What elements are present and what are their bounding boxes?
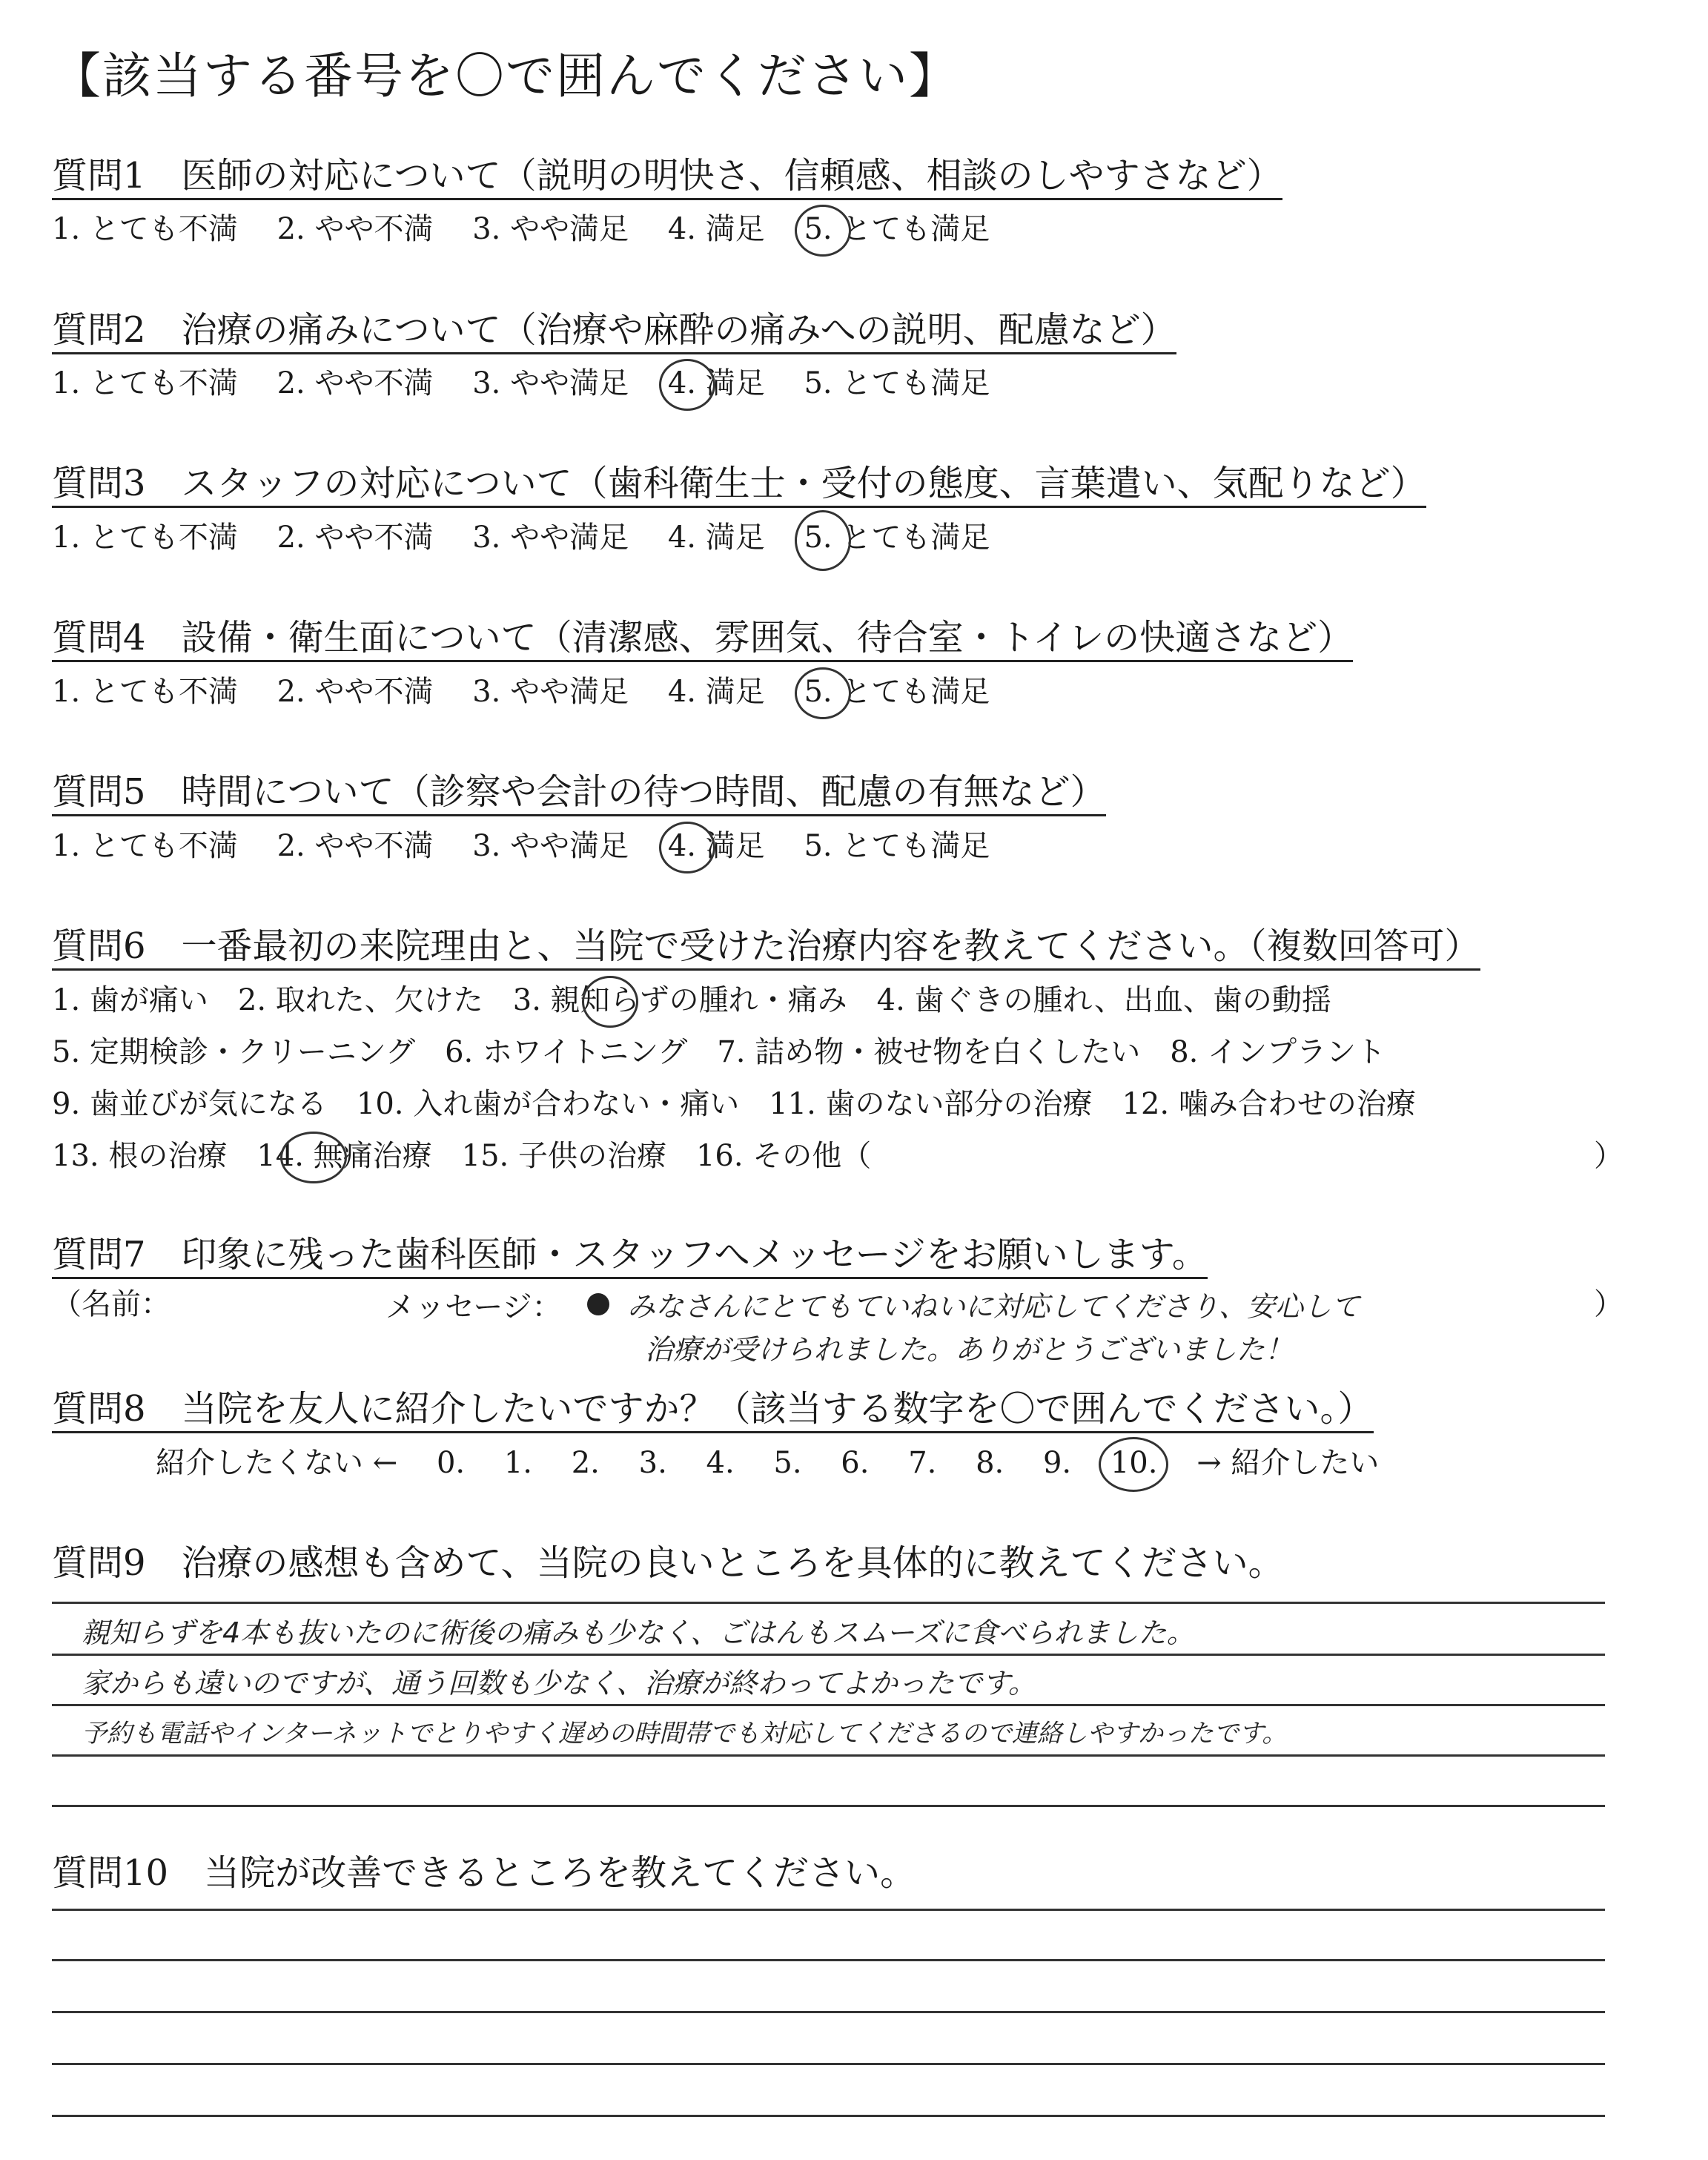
- question-2: [52, 306, 1176, 354]
- question-6: [52, 922, 1480, 970]
- question-5-options: [52, 826, 990, 866]
- question-5: [52, 768, 1106, 816]
- question-4-label: 質問4 設備・衛生面について（清潔感、雰囲気、待合室・トイレの快適さなど）: [52, 617, 1353, 662]
- q4-option-2[interactable]: 2. やや不満: [277, 675, 434, 709]
- q8-option-9[interactable]: 9.: [1042, 1446, 1072, 1480]
- q3-option-1[interactable]: 1. とても不満: [52, 521, 238, 555]
- q3-option-5[interactable]: 5. とても満足: [804, 518, 990, 558]
- q8-option-4[interactable]: 4.: [706, 1446, 735, 1480]
- q3-option-3[interactable]: 3. やや満足: [472, 521, 629, 555]
- question-6-label: 質問6 一番最初の来院理由と、当院で受けた治療内容を教えてください。（複数回答可）: [52, 925, 1480, 971]
- q2-option-5[interactable]: 5. とても満足: [804, 366, 990, 400]
- question-9: [52, 1539, 1284, 1587]
- q2-option-4[interactable]: 4. 満足: [668, 363, 765, 403]
- question-4-options: [52, 672, 990, 712]
- q10-line-rule: [52, 2011, 1605, 2013]
- q1-option-3[interactable]: 3. やや満足: [472, 212, 629, 246]
- q2-option-1[interactable]: 1. とても不満: [52, 366, 238, 400]
- answer-circle: [1099, 1437, 1168, 1492]
- q7-name-label: （名前：: [52, 1287, 171, 1321]
- q9-line-rule: [52, 1805, 1605, 1807]
- q8-option-7[interactable]: 7.: [908, 1446, 937, 1480]
- q9-answer-line-3: 予約も電話やインターネットでとりやすく遅めの時間帯でも対応してくださるので連絡しやすかったです。: [82, 1719, 1288, 1748]
- q9-answer-line-2: 家からも遠いのですが、通う回数も少なく、治療が終わってよかったです。: [82, 1667, 1036, 1700]
- q6-row-4-close: ）: [1594, 1139, 1623, 1173]
- q5-option-4[interactable]: 4. 満足: [668, 826, 765, 866]
- q8-option-0[interactable]: 0.: [436, 1446, 466, 1480]
- q5-option-5[interactable]: 5. とても満足: [804, 829, 990, 863]
- question-8-label: 質問8 当院を友人に紹介したいですか？（該当する数字を〇で囲んでください。）: [52, 1388, 1374, 1433]
- q2-option-3[interactable]: 3. やや満足: [472, 366, 629, 400]
- question-4: [52, 614, 1353, 661]
- question-9-label: 質問9 治療の感想も含めて、当院の良いところを具体的に教えてください。: [52, 1542, 1284, 1584]
- q4-option-3[interactable]: 3. やや満足: [472, 675, 629, 709]
- answer-circle-14: [280, 1132, 347, 1183]
- q8-left-label: 紹介したくない ←: [156, 1446, 398, 1480]
- q10-line-rule: [52, 1909, 1605, 1911]
- q9-line-rule: [52, 1654, 1605, 1656]
- q7-message-line-1: みなさんにとてもていねいに対応してくださり、安心して: [627, 1290, 1360, 1323]
- q8-option-10[interactable]: 10.: [1110, 1443, 1158, 1483]
- q1-option-5[interactable]: 5. とても満足: [804, 209, 990, 249]
- q8-option-3[interactable]: 3.: [638, 1446, 667, 1480]
- q9-answer-line-1: 親知らずを4本も抜いたのに術後の痛みも少なく、ごはんもスムーズに食べられました。: [82, 1616, 1195, 1649]
- q8-scale: [156, 1443, 1379, 1483]
- q5-option-1[interactable]: 1. とても不満: [52, 829, 238, 863]
- filled-bullet-icon: [587, 1293, 609, 1315]
- q1-option-2[interactable]: 2. やや不満: [277, 212, 434, 246]
- q2-option-2[interactable]: 2. やや不満: [277, 366, 434, 400]
- q5-option-2[interactable]: 2. やや不満: [277, 829, 434, 863]
- question-8: [52, 1385, 1374, 1433]
- q8-option-8[interactable]: 8.: [976, 1446, 1004, 1480]
- question-3: [52, 460, 1426, 507]
- question-2-options: [52, 363, 990, 403]
- question-5-label: 質問5 時間について（診察や会計の待つ時間、配慮の有無など）: [52, 771, 1106, 816]
- q9-line-rule: [52, 1704, 1605, 1706]
- question-10-label: 質問10 当院が改善できるところを教えてください。: [52, 1852, 916, 1894]
- q6-row-4[interactable]: 13. 根の治療 14. 無痛治療 15. 子供の治療 16. その他（: [52, 1139, 872, 1173]
- answer-circle-3: [582, 976, 638, 1028]
- q9-line-rule: [52, 1754, 1605, 1757]
- answer-circle: [795, 667, 851, 719]
- q6-row-2[interactable]: 5. 定期検診・クリーニング 6. ホワイトニング 7. 詰め物・被せ物を白くしたい 8. インプラント: [52, 1035, 1386, 1069]
- q3-option-4[interactable]: 4. 満足: [667, 521, 765, 555]
- page-title: 【該当する番号を〇で囲んでください】: [52, 47, 959, 105]
- q6-row-1[interactable]: 1. 歯が痛い 2. 取れた、欠けた 3. 親知らずの腫れ・痛み 4. 歯ぐきの腫れ、出血、歯の動揺: [52, 983, 1331, 1017]
- q8-right-label: → 紹介したい: [1196, 1446, 1380, 1480]
- q1-option-1[interactable]: 1. とても不満: [52, 212, 238, 246]
- q5-option-3[interactable]: 3. やや満足: [472, 829, 629, 863]
- question-7: [52, 1231, 1208, 1278]
- q7-close: ）: [1594, 1287, 1623, 1321]
- q10-line-rule: [52, 2115, 1605, 2117]
- q4-option-4[interactable]: 4. 満足: [667, 675, 765, 709]
- q4-option-5[interactable]: 5. とても満足: [804, 672, 990, 712]
- answer-circle: [795, 205, 851, 257]
- question-10: [52, 1849, 916, 1897]
- q7-message-line-2: 治療が受けられました。ありがとうございました！: [645, 1333, 1294, 1366]
- question-1-options: [52, 209, 990, 249]
- q3-option-2[interactable]: 2. やや不満: [277, 521, 434, 555]
- question-2-label: 質問2 治療の痛みについて（治療や麻酔の痛みへの説明、配慮など）: [52, 309, 1176, 354]
- q8-option-1[interactable]: 1.: [503, 1446, 533, 1480]
- question-3-options: [52, 518, 990, 558]
- question-3-label: 質問3 スタッフの対応について（歯科衛生士・受付の態度、言葉遣い、気配りなど）: [52, 463, 1426, 508]
- question-1: [52, 152, 1282, 199]
- q8-option-2[interactable]: 2.: [571, 1446, 600, 1480]
- q10-line-rule: [52, 2063, 1605, 2065]
- q9-line-rule: [52, 1602, 1605, 1604]
- q8-option-5[interactable]: 5.: [773, 1446, 802, 1480]
- answer-circle: [659, 359, 715, 411]
- q10-line-rule: [52, 1959, 1605, 1961]
- answer-circle: [795, 510, 851, 571]
- answer-circle: [659, 822, 715, 873]
- q6-row-3[interactable]: 9. 歯並びが気になる 10. 入れ歯が合わない・痛い 11. 歯のない部分の治療 12. 噛み合わせの治療: [52, 1087, 1416, 1121]
- q8-option-6[interactable]: 6.: [841, 1446, 870, 1480]
- question-1-label: 質問1 医師の対応について（説明の明快さ、信頼感、相談のしやすさなど）: [52, 155, 1282, 200]
- q1-option-4[interactable]: 4. 満足: [667, 212, 765, 246]
- q4-option-1[interactable]: 1. とても不満: [52, 675, 238, 709]
- question-7-label: 質問7 印象に残った歯科医師・スタッフへメッセージをお願いします。: [52, 1234, 1208, 1279]
- q7-message-label: メッセージ：: [385, 1290, 562, 1324]
